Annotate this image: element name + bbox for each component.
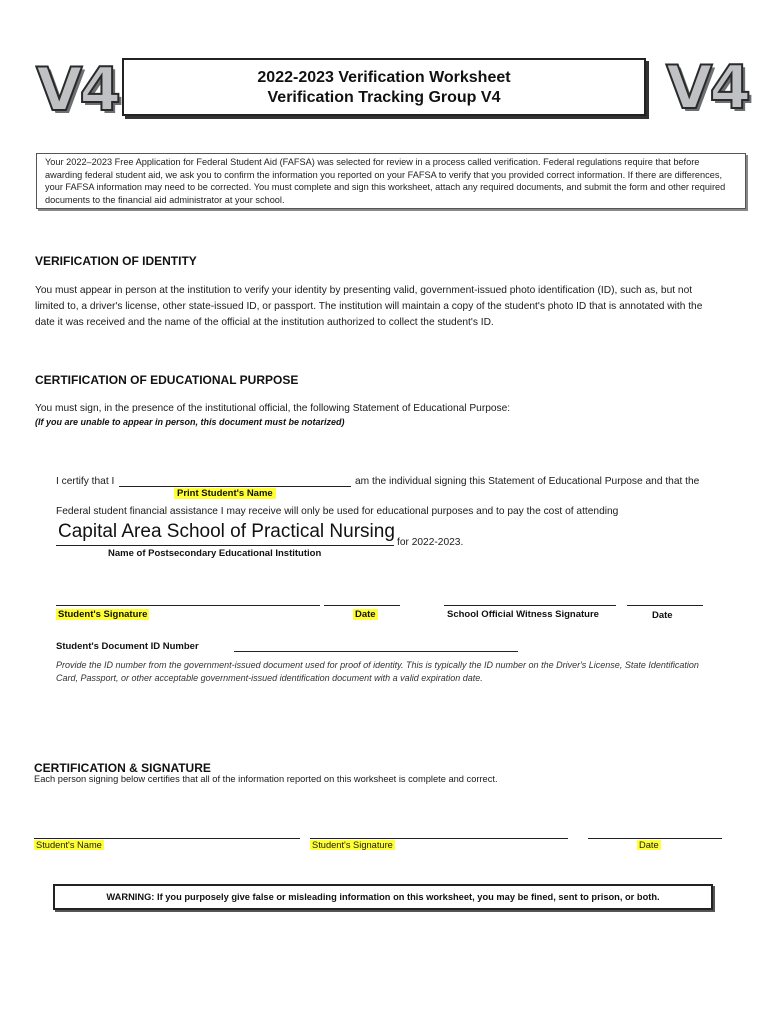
intro-box: Your 2022–2023 Free Application for Federal Student Aid (FAFSA) was selected for review in a process called verification. Federal regulations require that before awarding federal student aid, we ask you to confirm the information you reported on your FAFSA to verify that you provided correct information. If there are differences, your FAFSA information may need to be corrected. You must complete and sign this worksheet, attach any required documents, and submit the form and other required documents to the financial aid administrator at your school. (36, 153, 746, 209)
signature-text: Each person signing below certifies that all of the information reported on this worksheet is complete and correct. (34, 774, 498, 784)
final-date-label: Date (639, 840, 659, 850)
purpose-instruction: You must sign, in the presence of the institutional official, the following Statement of Educational Purpose: (35, 403, 511, 414)
doc-id-field[interactable] (234, 651, 518, 652)
print-name-label: Print Student's Name (174, 488, 276, 499)
final-student-name-label: Student's Name (36, 840, 102, 850)
identity-heading: VERIFICATION OF IDENTITY (35, 254, 197, 268)
final-date-field[interactable] (588, 838, 722, 839)
identity-text: You must appear in person at the institution to verify your identity by presenting valid, government-issued photo identification (ID), such as, but not limited to, a driver's license, other state-issued ID, or passport. The institution will maintain a copy of the student's photo ID that is annotated with the date it was received and the name of the official at the institution authorized to collect the student's ID. (35, 285, 703, 328)
witness-label: School Official Witness Signature (447, 609, 599, 620)
institution-name-line (56, 545, 394, 546)
student-signature-field[interactable] (56, 605, 320, 606)
student-print-name-field[interactable] (119, 486, 351, 487)
signature-heading: CERTIFICATION & SIGNATURE (34, 761, 211, 775)
doc-id-label: Student's Document ID Number (56, 641, 199, 652)
witness-date-field[interactable] (627, 605, 703, 606)
institution-name[interactable]: Capital Area School of Practical Nursing (58, 521, 395, 542)
student-signature-label: Student's Signature (58, 609, 148, 620)
witness-date-label: Date (652, 610, 673, 621)
purpose-heading: CERTIFICATION OF EDUCATIONAL PURPOSE (35, 373, 299, 387)
assistance-text: Federal student financial assistance I may receive will only be used for educational purposes and to pay the cost of attending (56, 506, 619, 517)
final-student-signature-field[interactable] (310, 838, 568, 839)
date-label: Date (355, 609, 376, 620)
institution-label: Name of Postsecondary Educational Institution (108, 548, 322, 559)
title-box (122, 58, 646, 116)
for-year: for 2022-2023. (397, 537, 464, 548)
page-subtitle: Verification Tracking Group V4 (267, 89, 501, 106)
notarize-note: (If you are unable to appear in person, this document must be notarized) (35, 417, 345, 427)
warning-box: WARNING: If you purposely give false or misleading information on this worksheet, you may be fined, sent to prison, or both. (53, 884, 713, 910)
certify-suffix: am the individual signing this Statement of Educational Purpose and that the (355, 476, 700, 487)
v4-badge-left: V4 (36, 55, 119, 125)
certify-prefix: I certify that I (56, 476, 115, 487)
doc-id-note: Provide the ID number from the government-issued document used for proof of identity. This is typically the ID number on the Driver's License, State Identification Card, Passport, or other acceptable government-issued identification document with a valid expiration date. (56, 660, 699, 683)
page-title: 2022-2023 Verification Worksheet (257, 69, 511, 86)
final-student-name-field[interactable] (34, 838, 300, 839)
final-student-signature-label: Student's Signature (312, 840, 393, 850)
student-signature-date-field[interactable] (324, 605, 400, 606)
witness-signature-field[interactable] (444, 605, 616, 606)
v4-badge-right: V4 (666, 53, 749, 123)
